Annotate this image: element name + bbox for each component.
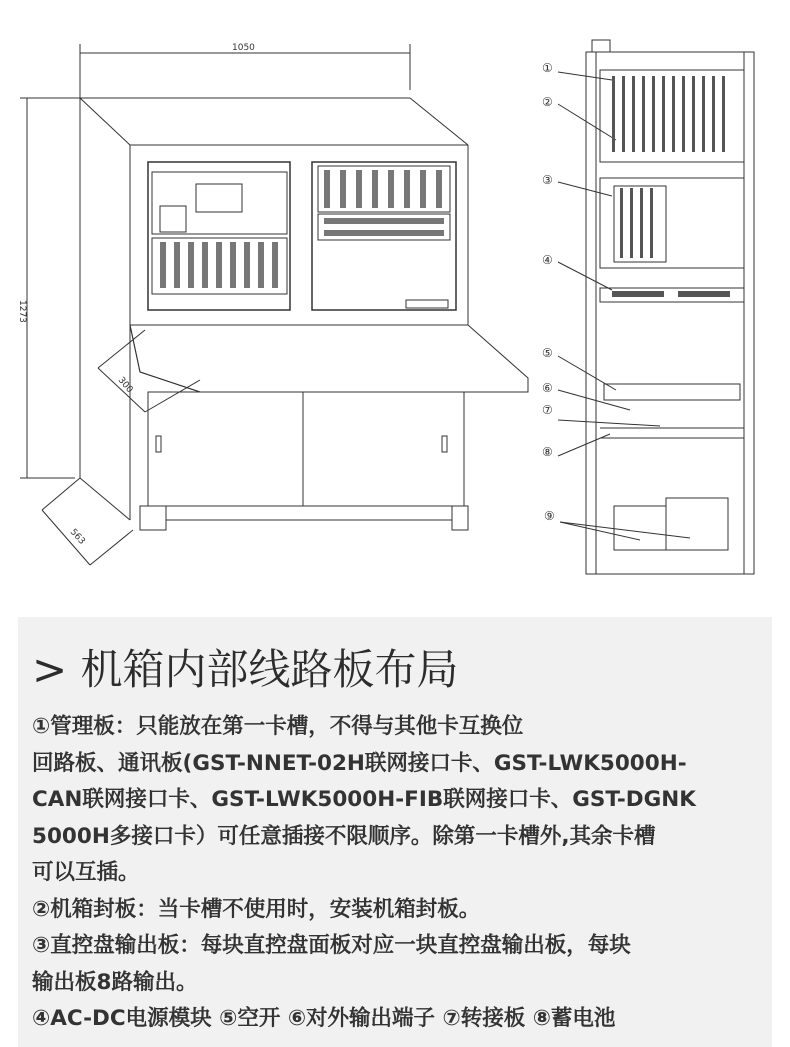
description-line-2: 回路板、通讯板(GST-NNET-02H联网接口卡、GST-LWK5000H-	[32, 750, 687, 776]
description-list	[32, 709, 772, 1038]
callout-6: ⑥	[542, 381, 553, 395]
callout-7: ⑦	[542, 403, 553, 417]
description-line-5: 可以互插。	[32, 860, 140, 885]
dimension-depth-label: 563	[67, 527, 87, 547]
dimension-height-label: 1273	[17, 300, 27, 323]
section-title: > 机箱内部线路板布局	[32, 645, 459, 694]
description-line-4: 5000H多接口卡）可任意插接不限顺序。除第一卡槽外,其余卡槽	[32, 823, 656, 849]
dimension-width-label: 1050	[232, 43, 255, 53]
description-line-3: CAN联网接口卡、GST-LWK5000H-FIB联网接口卡、GST-DGNK	[32, 787, 696, 812]
callout-1: ①	[542, 61, 553, 75]
callout-9: ⑨	[544, 509, 555, 523]
callout-4: ④	[542, 253, 553, 267]
description-line-1: ①管理板：只能放在第一卡槽，不得与其他卡互换位	[32, 714, 524, 739]
description-line-7: ③直控盘输出板：每块直控盘面板对应一块直控盘输出板，每块	[32, 933, 631, 958]
dimension-desk-label: 300	[115, 375, 135, 396]
callout-3: ③	[542, 173, 553, 187]
layout-description-panel	[18, 617, 772, 1047]
callout-2: ②	[542, 95, 553, 109]
callout-5: ⑤	[542, 346, 553, 360]
description-line-6: ②机箱封板：当卡槽不使用时，安装机箱封板。	[32, 896, 481, 922]
description-line-9: ④AC-DC电源模块 ⑤空开 ⑥对外输出端子 ⑦转接板 ⑧蓄电池	[32, 1006, 616, 1031]
description-line-8: 输出板8路输出。	[32, 969, 198, 995]
callout-8: ⑧	[542, 445, 553, 459]
